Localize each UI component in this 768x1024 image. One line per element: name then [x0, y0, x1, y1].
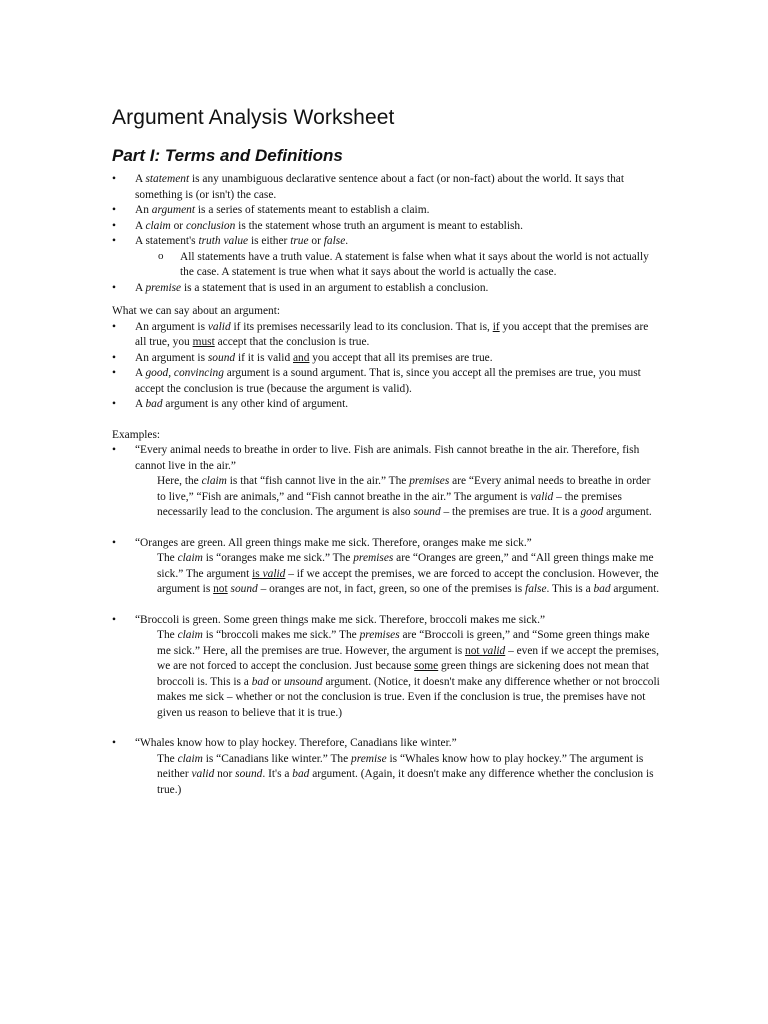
term-good-convincing: good, convincing [145, 367, 224, 379]
term-conclusion: conclusion [185, 219, 236, 232]
text: . [345, 235, 349, 247]
text: are “Every animal needs to breathe in order to live,” “Fish are animals,” and “Fish cannot breathe in the air.” The argument is [157, 475, 651, 503]
term-valid: valid [530, 490, 554, 503]
term-bad: bad [251, 675, 269, 688]
term-good: good [580, 506, 604, 518]
definition-truth-value [112, 234, 660, 281]
text: nor [214, 768, 236, 780]
text: or [308, 235, 324, 247]
term-valid: valid [191, 768, 215, 780]
text: are “Broccoli is green,” and “Some green things make me sick.” Here, all the premises are true. However, the argument is [157, 629, 650, 657]
text: green things are sickening does not mean that broccoli is. This is a [157, 660, 649, 688]
term-valid: valid [207, 320, 231, 333]
term-sound: sound [235, 768, 263, 780]
example-fish [112, 443, 660, 521]
text: – the premises are true. It is a [440, 506, 581, 518]
term-sound: sound [230, 583, 258, 595]
text: A [135, 219, 146, 232]
text: The [157, 552, 178, 564]
example-oranges [112, 536, 660, 598]
text: – oranges are not, in fact, green, so one of the premises is [257, 583, 526, 595]
text: if it is valid [235, 351, 293, 364]
term-false: false [323, 235, 346, 247]
text: not [465, 644, 480, 657]
examples-label: Examples: [112, 428, 161, 441]
text: or [268, 675, 284, 688]
example-quote: • “Every animal needs to breathe in order to live. Fish are animals. Fish cannot breathe in the air. Therefore, fish cannot live in the air.” [135, 444, 640, 472]
definition-statement [112, 172, 660, 203]
term-claim: claim [177, 629, 203, 641]
text: The [157, 752, 178, 765]
text: is any unambiguous declarative sentence about a fact (or non-fact) about the world. It says that something is (or isn't) the case. [135, 173, 625, 201]
example-quote: • “Broccoli is green. Some green things make me sick. Therefore, broccoli makes me sick.” [135, 613, 546, 626]
examples-list [112, 443, 660, 798]
emphasis-is [252, 568, 285, 580]
text: argument. [610, 583, 660, 595]
text: An argument is [135, 320, 208, 333]
term-premises: premises [353, 552, 394, 564]
text: is the statement whose truth an argument is meant to establish. [235, 219, 523, 232]
term-premise: premise [351, 752, 387, 765]
emphasis-some: some [414, 660, 439, 672]
text: argument is a sound argument. That is, since you accept all the premises are true, you must accept the conclusion is true (because the argument is valid). [135, 367, 641, 395]
definitions-list [112, 172, 660, 296]
text: Here, the [157, 475, 202, 487]
emphasis-and: and [293, 351, 310, 364]
text: argument. (Again, it doesn't make any difference whether the conclusion is true.) [157, 768, 654, 796]
term-claim: claim [145, 219, 171, 232]
property-valid [112, 320, 660, 351]
text: if its premises necessarily lead to its conclusion. That is, [230, 320, 493, 333]
term-argument: argument [151, 204, 196, 216]
example-whales [112, 736, 660, 798]
argument-intro: What we can say about an argument: [112, 305, 281, 317]
text: is “broccoli makes me sick.” The [202, 629, 360, 641]
property-bad [112, 397, 660, 413]
text: is a statement that is used in an argument to establish a conclusion. [181, 281, 489, 294]
example-analysis [135, 551, 660, 598]
text: are “Oranges are green,” and “All green things make me sick.” The argument [157, 552, 654, 580]
example-quote: • “Oranges are green. All green things make me sick. Therefore, oranges make me sick.” [135, 536, 532, 549]
term-valid: valid [482, 644, 506, 657]
text: is a series of statements meant to establish a claim. [195, 204, 430, 216]
example-quote: • “Whales know how to play hockey. Therefore, Canadians like winter.” [135, 737, 457, 749]
term-unsound: unsound [283, 675, 323, 688]
definition-argument [112, 203, 660, 219]
truth-value-sublist [135, 250, 660, 281]
term-truth-value: truth value [198, 235, 249, 247]
text: is that “fish cannot live in the air.” The [226, 475, 410, 487]
definition-claim [112, 219, 660, 235]
example-analysis [135, 474, 660, 521]
text: A [135, 173, 146, 185]
text: is “Whales know how to play hockey.” The argument is neither [157, 752, 644, 780]
term-bad: bad [145, 398, 163, 410]
text: The [157, 629, 178, 641]
text: A [135, 281, 146, 294]
text: accept that the conclusion is true. [214, 336, 370, 348]
section-heading-part-1: Part I: Terms and Definitions [112, 146, 343, 165]
example-analysis [135, 628, 660, 721]
text: is either [248, 235, 291, 247]
term-bad: bad [593, 583, 611, 595]
term-claim: claim [177, 552, 203, 564]
text: – even if we accept the premises, we are not forced to accept the conclusion. Just because [157, 644, 659, 672]
example-analysis [135, 752, 660, 799]
term-premises: premises [409, 475, 450, 487]
text: is “oranges make me sick.” The [202, 552, 354, 564]
emphasis-not: not [213, 583, 228, 595]
term-valid: valid [262, 567, 286, 580]
text: argument is any other kind of argument. [162, 398, 349, 410]
text: or [170, 219, 186, 232]
term-claim: claim [201, 475, 227, 487]
term-claim: claim [177, 752, 203, 765]
text: you accept that the premises are all true, you [135, 320, 649, 348]
term-bad: bad [292, 768, 310, 780]
term-premise: premise [145, 281, 182, 294]
property-good [112, 366, 660, 397]
definition-premise [112, 281, 660, 297]
term-sound: sound [413, 506, 441, 518]
text: is [252, 567, 260, 580]
text: argument. (Notice, it doesn't make any difference whether or not broccoli makes me sick – whether or not the conclusion is true. Even if the conclusion is true, the premises have not given us reason to believe that it is true.) [157, 675, 660, 719]
emphasis-must: must [192, 336, 215, 348]
text: A [135, 398, 146, 410]
text: – the premises necessarily lead to the conclusion. The argument is also [157, 490, 622, 518]
truth-value-note: o All statements have a truth value. A statement is false when what it says about the world is not actually the case. A statement is true when what it says about the world is actually the case. [135, 250, 660, 281]
example-broccoli [112, 613, 660, 722]
page-title: Argument Analysis Worksheet [112, 106, 395, 129]
term-true: true [290, 235, 309, 247]
term-sound: sound [207, 351, 236, 364]
text: . It's a [262, 768, 293, 780]
text: – if we accept the premises, we are forced to accept the conclusion. However, the argument is [157, 567, 659, 595]
term-statement: statement [145, 173, 190, 185]
text: is “Canadians like winter.” The [202, 752, 352, 765]
emphasis-not-valid [465, 645, 505, 657]
text: A [135, 367, 146, 379]
emphasis-if: if [492, 320, 500, 333]
argument-properties-list [112, 320, 660, 413]
text: An [135, 204, 152, 216]
property-sound [112, 351, 660, 367]
document-body [112, 172, 660, 813]
text: An argument is [135, 351, 208, 364]
text: A statement's [135, 235, 199, 247]
text: you accept that all its premises are true. [309, 351, 493, 364]
term-premises: premises [359, 629, 400, 641]
text: argument. [603, 506, 652, 518]
term-false: false [525, 583, 547, 595]
text: . This is a [546, 583, 594, 595]
